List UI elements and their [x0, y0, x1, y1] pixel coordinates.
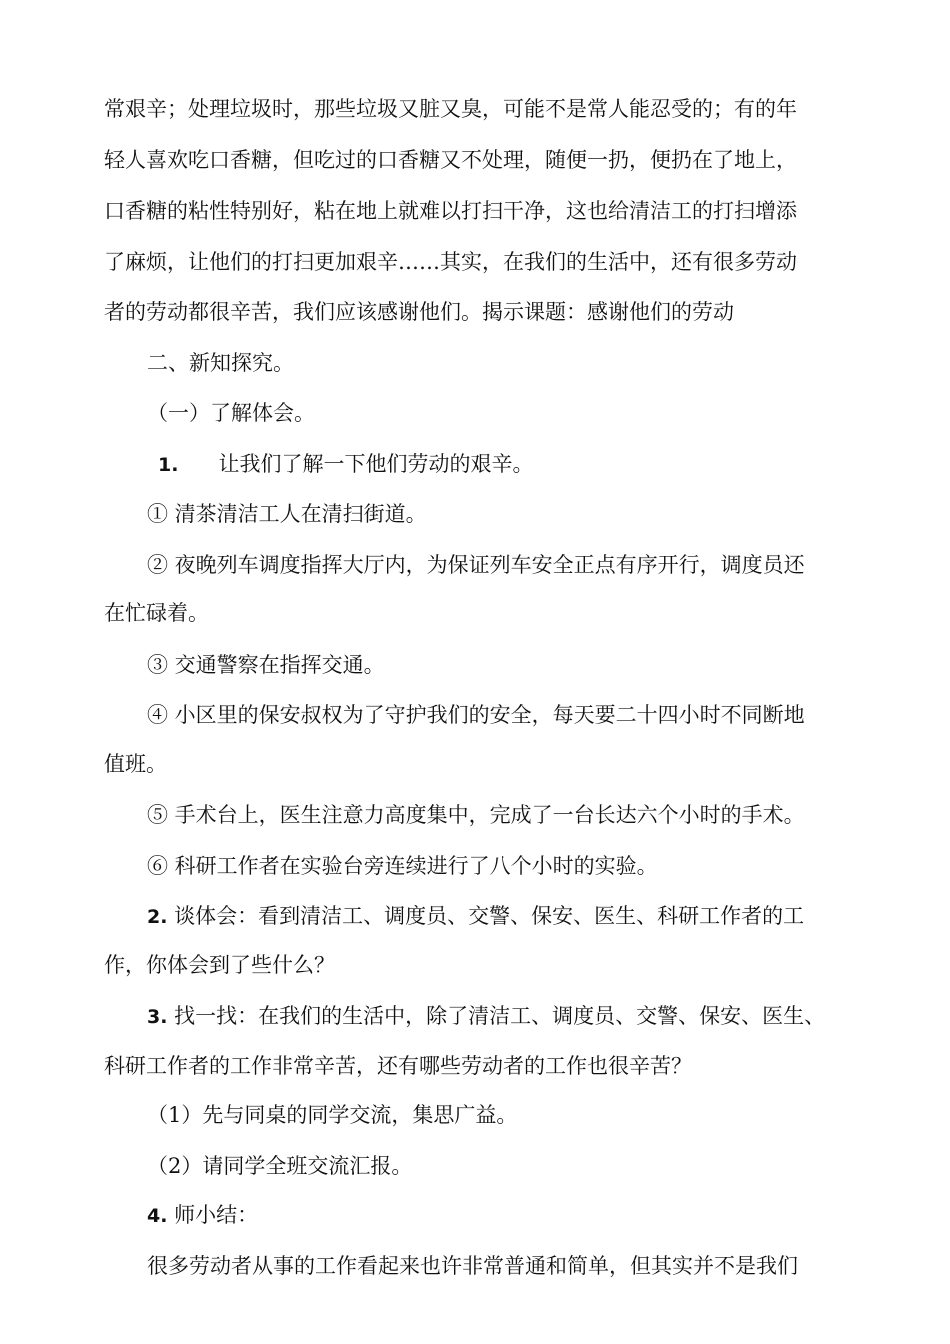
- list-item-3-continued: 科研工作者的工作非常辛苦，还有哪些劳动者的工作也很辛苦？: [104, 1054, 692, 1078]
- list-text: 谈体会：看到清洁工、调度员、交警、保安、医生、科研工作者的工: [174, 904, 805, 928]
- circled-item: ③ 交通警察在指挥交通。: [147, 653, 385, 677]
- list-item-2: [147, 901, 862, 932]
- list-number: 4.: [147, 1205, 168, 1227]
- list-number: 3.: [147, 1006, 168, 1028]
- paragraph-line: 口香糖的粘性特别好，粘在地上就难以打扫干净，这也给清洁工的打扫增添: [104, 199, 797, 223]
- list-number: 2.: [147, 906, 168, 928]
- paragraph-line: 了麻烦，让他们的打扫更加艰辛……其实，在我们的生活中，还有很多劳动: [104, 250, 797, 274]
- list-text: 找一找：在我们的生活中，除了清洁工、调度员、交警、保安、医生、: [174, 1004, 826, 1028]
- list-item-1: [158, 449, 858, 480]
- sub-item: （2）请同学全班交流汇报。: [147, 1154, 413, 1178]
- paragraph-line: 常艰辛；处理垃圾时，那些垃圾又脏又臭，可能不是常人能忍受的；有的年: [104, 97, 797, 121]
- subsection-heading: （一）了解体会。: [147, 401, 315, 425]
- list-item-3: [147, 1001, 862, 1032]
- list-text: 让我们了解一下他们劳动的艰辛。: [218, 452, 534, 476]
- paragraph-line: 者的劳动都很辛苦，我们应该感谢他们。揭示课题：感谢他们的劳动: [104, 300, 734, 324]
- section-heading: 二、新知探究。: [147, 351, 294, 375]
- circled-item: ④ 小区里的保安叔权为了守护我们的安全，每天要二十四小时不同断地: [147, 703, 805, 727]
- paragraph-line: 轻人喜欢吃口香糖，但吃过的口香糖又不处理，随便一扔，便扔在了地上，: [104, 148, 797, 172]
- list-item-2-continued: 作，你体会到了些什么？: [104, 953, 335, 977]
- circled-item-continued: 值班。: [104, 752, 167, 776]
- list-item-4: [147, 1200, 862, 1231]
- sub-item: （1）先与同桌的同学交流，集思广益。: [147, 1103, 518, 1127]
- list-number: 1.: [158, 454, 179, 476]
- circled-item: ① 清茶清洁工人在清扫街道。: [147, 502, 427, 526]
- circled-item: ⑥ 科研工作者在实验台旁连续进行了八个小时的实验。: [147, 854, 658, 878]
- list-text: 师小结：: [174, 1203, 259, 1227]
- circled-item: ⑤ 手术台上，医生注意力高度集中，完成了一台长达六个小时的手术。: [147, 803, 805, 827]
- paragraph-line: 很多劳动者从事的工作看起来也许非常普通和简单，但其实并不是我们: [147, 1254, 798, 1278]
- circled-item: ② 夜晚列车调度指挥大厅内，为保证列车安全正点有序开行，调度员还: [147, 553, 805, 577]
- circled-item-continued: 在忙碌着。: [104, 601, 209, 625]
